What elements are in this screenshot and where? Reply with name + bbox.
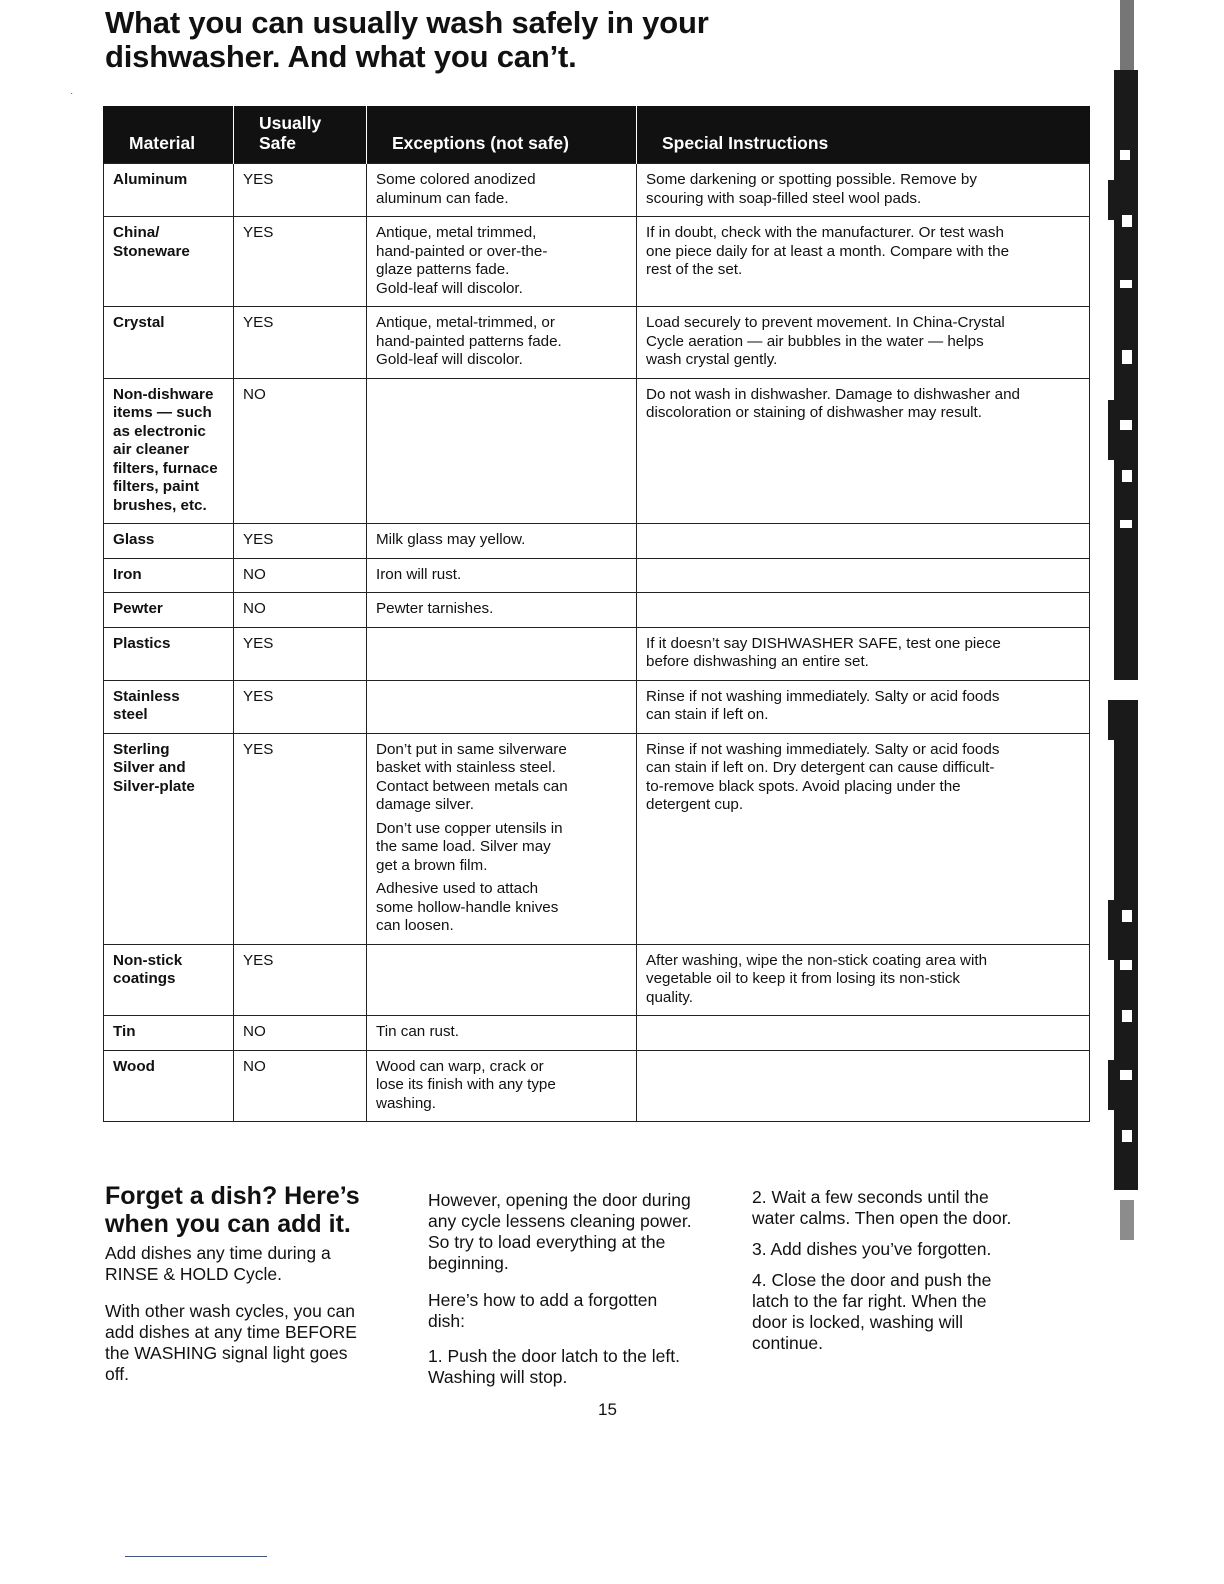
text-line: Antique, metal trimmed, (376, 224, 537, 241)
title-line-1: What you can usually wash safely in your (105, 5, 709, 40)
text-line: Wood can warp, crack or (376, 1057, 544, 1075)
cell-material (104, 1050, 234, 1122)
forget-heading (105, 1182, 405, 1238)
text-line: Antique, metal-trimmed, or (376, 314, 555, 331)
text-line: to-remove black spots. Avoid placing under the (646, 777, 961, 795)
cell-exceptions (367, 307, 637, 379)
text-line: get a brown film. (376, 856, 488, 874)
exception-paragraph (376, 171, 628, 208)
text-line: Rinse if not washing immediately. Salty or acid foods (646, 687, 1000, 705)
text-line: one piece daily for at least a month. Compare with the (646, 242, 1010, 260)
cell-exceptions (367, 217, 637, 307)
text-line: add dishes at any time BEFORE (105, 1322, 357, 1342)
text-line: latch to the far right. When the (752, 1291, 987, 1311)
text-line: Rinse if not washing immediately. Salty or acid foods (646, 740, 1000, 758)
text-line: coatings (113, 970, 176, 987)
text-line: Pewter (113, 600, 163, 617)
text-line: some hollow-handle knives (376, 898, 559, 916)
cell-material (104, 733, 234, 944)
header-safe-line-1: Usually (259, 113, 322, 133)
text-line: discoloration or staining of dishwasher may result. (646, 404, 982, 421)
text-line: If in doubt, check with the manufacturer. Or test wash (646, 224, 1004, 241)
cell-exceptions (367, 378, 637, 524)
table-row (104, 733, 1090, 944)
paragraph (105, 1243, 405, 1285)
cell-usually-safe: NO (234, 558, 367, 593)
text-line: Adhesive used to attach (376, 880, 539, 897)
text-line: Washing will stop. (428, 1367, 568, 1387)
cell-instructions (637, 944, 1090, 1016)
text-line: water calms. Then open the door. (752, 1208, 1012, 1228)
text-line: rest of the set. (646, 261, 743, 278)
text-line: 1. Push the door latch to the left. (428, 1346, 680, 1366)
text-line: filters, paint (113, 478, 200, 495)
text-line: any cycle lessens cleaning power. (428, 1211, 692, 1231)
header-material: Material (104, 106, 234, 164)
text-line: Don’t put in same silverware (376, 740, 567, 758)
table-row (104, 164, 1090, 217)
scanned-edge-strip (1100, 0, 1160, 1380)
paragraph (752, 1270, 1052, 1354)
table-row (104, 1050, 1090, 1122)
text-line: lose its finish with any type (376, 1076, 556, 1093)
exception-paragraph (376, 531, 628, 550)
exception-paragraph (376, 1058, 628, 1114)
cell-exceptions (367, 1050, 637, 1122)
cell-usually-safe: YES (234, 524, 367, 559)
cell-exceptions (367, 944, 637, 1016)
cell-material (104, 627, 234, 680)
cell-exceptions (367, 524, 637, 559)
text-line: Stainless (113, 687, 180, 705)
text-line: hand-painted patterns fade. (376, 332, 562, 350)
text-line: Silver-plate (113, 777, 195, 795)
table-row (104, 307, 1090, 379)
cell-exceptions (367, 164, 637, 217)
cell-instructions (637, 307, 1090, 379)
text-line: Cycle aeration — air bubbles in the water — helps (646, 332, 984, 350)
text-line: Wood (113, 1057, 155, 1075)
cell-instructions (637, 680, 1090, 733)
cell-usually-safe: YES (234, 164, 367, 217)
text-line: 2. Wait a few seconds until the (752, 1187, 989, 1207)
cell-material (104, 680, 234, 733)
table-row (104, 593, 1090, 628)
bottom-rule (125, 1556, 267, 1557)
text-line: before dishwashing an entire set. (646, 653, 869, 670)
cell-usually-safe: NO (234, 378, 367, 524)
table-row (104, 378, 1090, 524)
forget-col-1-body (105, 1243, 405, 1385)
cell-instructions (637, 627, 1090, 680)
text-line: However, opening the door during (428, 1190, 691, 1210)
cell-instructions (637, 217, 1090, 307)
text-line: Load securely to prevent movement. In China-Crystal (646, 314, 1005, 331)
exception-paragraph (376, 224, 628, 298)
cell-usually-safe: YES (234, 944, 367, 1016)
text-line: scouring with soap-filled steel wool pads. (646, 189, 922, 207)
cell-usually-safe: YES (234, 627, 367, 680)
text-line: filters, furnace (113, 459, 218, 477)
cell-exceptions (367, 733, 637, 944)
text-line: Crystal (113, 314, 165, 331)
cell-material (104, 307, 234, 379)
text-line: damage silver. (376, 796, 474, 813)
cell-usually-safe: YES (234, 680, 367, 733)
text-line: wash crystal gently. (646, 351, 778, 368)
text-line: the same load. Silver may (376, 838, 551, 855)
paragraph (752, 1187, 1052, 1229)
cell-instructions (637, 558, 1090, 593)
text-line: dish: (428, 1311, 465, 1331)
cell-exceptions (367, 593, 637, 628)
text-line: as electronic (113, 422, 206, 440)
text-line: vegetable oil to keep it from losing its non-stick (646, 970, 961, 987)
cell-instructions (637, 733, 1090, 944)
table-row (104, 524, 1090, 559)
cell-usually-safe: YES (234, 307, 367, 379)
text-line: With other wash cycles, you can (105, 1301, 355, 1321)
header-exceptions: Exceptions (not safe) (367, 106, 637, 164)
table-row (104, 680, 1090, 733)
text-line: air cleaner (113, 441, 189, 458)
text-line: Sterling (113, 740, 170, 758)
page-title (105, 6, 1005, 74)
text-line: Glass (113, 531, 155, 548)
text-line: Silver and (113, 759, 186, 776)
text-line: steel (113, 706, 148, 723)
header-instructions: Special Instructions (637, 106, 1090, 164)
exception-paragraph (376, 600, 628, 619)
table-body (104, 164, 1090, 1122)
cell-exceptions (367, 680, 637, 733)
text-line: Gold-leaf will discolor. (376, 351, 523, 368)
text-line: Iron will rust. (376, 565, 462, 583)
forget-heading-line-2: when you can add it. (105, 1210, 351, 1238)
text-line: Tin can rust. (376, 1023, 459, 1040)
text-line: basket with stainless steel. (376, 759, 556, 776)
cell-material (104, 217, 234, 307)
text-line: Non-stick (113, 951, 183, 969)
text-line: items — such (113, 404, 212, 421)
text-line: RINSE & HOLD Cycle. (105, 1264, 282, 1284)
text-line: Add dishes any time during a (105, 1243, 331, 1263)
text-line: door is locked, washing will (752, 1312, 964, 1332)
paragraph (428, 1190, 738, 1274)
cell-material (104, 593, 234, 628)
text-line: can loosen. (376, 917, 454, 934)
cell-usually-safe: NO (234, 1016, 367, 1051)
text-line: Stoneware (113, 242, 190, 260)
text-line: Plastics (113, 634, 171, 652)
text-line: Some darkening or spotting possible. Remove by (646, 171, 977, 188)
exception-paragraph (376, 1023, 628, 1042)
exception-paragraph (376, 566, 628, 585)
cell-usually-safe: YES (234, 733, 367, 944)
header-usually-safe (234, 106, 367, 164)
text-line: 3. Add dishes you’ve forgotten. (752, 1239, 992, 1259)
cell-instructions (637, 524, 1090, 559)
material-guide-table (103, 106, 1090, 1122)
cell-exceptions (367, 1016, 637, 1051)
text-line: can stain if left on. (646, 706, 769, 723)
text-line: Tin (113, 1023, 136, 1040)
cell-instructions (637, 164, 1090, 217)
text-line: Milk glass may yellow. (376, 531, 526, 548)
exception-paragraph (376, 741, 628, 815)
cell-material (104, 558, 234, 593)
cell-usually-safe: NO (234, 593, 367, 628)
table-row (104, 627, 1090, 680)
text-line: hand-painted or over-the- (376, 242, 548, 260)
exception-paragraph (376, 880, 628, 936)
paragraph (105, 1301, 405, 1385)
cell-instructions (637, 593, 1090, 628)
table-row (104, 1016, 1090, 1051)
table-row (104, 944, 1090, 1016)
text-line: Aluminum (113, 171, 188, 188)
text-line: Contact between metals can (376, 777, 568, 795)
text-line: glaze patterns fade. (376, 261, 510, 278)
text-line: Gold-leaf will discolor. (376, 279, 523, 297)
cell-material (104, 378, 234, 524)
cell-material (104, 164, 234, 217)
forget-col-3 (752, 1187, 1052, 1354)
text-line: off. (105, 1364, 130, 1384)
text-line: can stain if left on. Dry detergent can cause difficult- (646, 759, 995, 776)
text-line: Iron (113, 565, 142, 583)
text-line: Pewter tarnishes. (376, 600, 494, 617)
text-line: So try to load everything at the (428, 1232, 666, 1252)
forget-heading-line-1: Forget a dish? Here’s (105, 1182, 360, 1210)
text-line: China/ (113, 224, 160, 241)
paragraph (428, 1346, 738, 1388)
cell-instructions (637, 378, 1090, 524)
scan-mark: · (70, 88, 74, 99)
cell-material (104, 944, 234, 1016)
text-line: brushes, etc. (113, 496, 207, 514)
text-line: After washing, wipe the non-stick coating area with (646, 951, 988, 969)
table-row (104, 217, 1090, 307)
forget-col-3-body (752, 1187, 1052, 1354)
text-line: If it doesn’t say DISHWASHER SAFE, test one piece (646, 634, 1001, 652)
exception-paragraph (376, 820, 628, 876)
page-number: 15 (598, 1400, 617, 1419)
cell-material (104, 1016, 234, 1051)
forget-col-1 (105, 1182, 405, 1385)
cell-material (104, 524, 234, 559)
text-line: 4. Close the door and push the (752, 1270, 992, 1290)
forget-col-2 (428, 1190, 738, 1388)
cell-usually-safe: NO (234, 1050, 367, 1122)
cell-exceptions (367, 558, 637, 593)
text-line: Do not wash in dishwasher. Damage to dishwasher and (646, 385, 1020, 403)
text-line: quality. (646, 988, 693, 1006)
forget-col-2-body (428, 1190, 738, 1388)
cell-instructions (637, 1016, 1090, 1051)
cell-instructions (637, 1050, 1090, 1122)
text-line: Here’s how to add a forgotten (428, 1290, 658, 1310)
text-line: the WASHING signal light goes (105, 1343, 348, 1363)
header-safe-line-2: Safe (259, 133, 296, 153)
text-line: beginning. (428, 1253, 509, 1273)
table-row (104, 558, 1090, 593)
paragraph (428, 1290, 738, 1332)
text-line: Some colored anodized (376, 171, 536, 188)
paragraph (752, 1239, 1052, 1260)
text-line: detergent cup. (646, 796, 744, 813)
title-line-2: dishwasher. And what you can’t. (105, 39, 577, 74)
exception-paragraph (376, 314, 628, 370)
text-line: Non-dishware (113, 385, 214, 403)
text-line: aluminum can fade. (376, 189, 509, 207)
cell-exceptions (367, 627, 637, 680)
table-header-row (104, 106, 1090, 164)
text-line: Don’t use copper utensils in (376, 819, 563, 837)
text-line: continue. (752, 1333, 824, 1353)
cell-usually-safe: YES (234, 217, 367, 307)
text-line: washing. (376, 1094, 436, 1112)
